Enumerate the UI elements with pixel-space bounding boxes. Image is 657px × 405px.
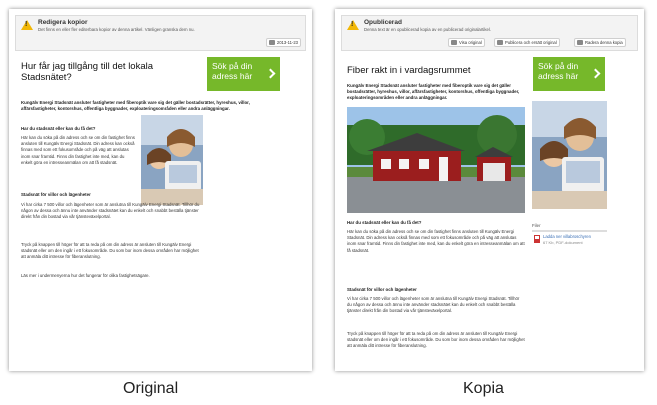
page-title: Fiber rakt in i vardagsrummet bbox=[347, 65, 471, 76]
body-paragraph: Läs mer i undermenyerna hur det fungerar för olika fastighetsägare. bbox=[21, 273, 150, 278]
address-search-button[interactable] bbox=[207, 57, 280, 91]
section-heading: Har du stadsnät eller kan du få det? bbox=[347, 220, 422, 225]
button-label: Visa original bbox=[459, 40, 482, 45]
brochure-download-link[interactable]: Ladda ner villabroschyren bbox=[543, 234, 591, 239]
family-photo bbox=[141, 115, 203, 205]
family-photo bbox=[532, 101, 607, 209]
chevron-right-icon bbox=[266, 69, 276, 79]
chevron-right-icon bbox=[591, 69, 601, 79]
button-label: Publicera och ersätt original bbox=[505, 40, 557, 45]
date-button[interactable] bbox=[266, 38, 301, 47]
address-search-button[interactable] bbox=[533, 57, 605, 91]
warning-icon bbox=[21, 20, 33, 30]
section-heading: Stadsnät för villor och lägenheter bbox=[21, 192, 91, 197]
lead-paragraph: Kungälv Energi Stadsnät ansluter fastigheter med fiberoptik vare sig det gäller bostadsrätter, hyreshus, villor, affärsfastigheter, kontorshus, offentliga byggnader, exploateringsområden eller andra anläggningar. bbox=[21, 100, 250, 111]
delete-copy-button[interactable] bbox=[574, 38, 626, 47]
warning-icon bbox=[347, 20, 359, 30]
cta-label: Sök på din adress här bbox=[538, 61, 579, 81]
copy-caption: Kopia bbox=[463, 380, 504, 397]
notice-title: Redigera kopior bbox=[38, 19, 88, 26]
body-paragraph: Tryck på knappen till höger för att ta reda på om din adress är ansluten till Kungälv Energi stadsnät eller om den ingår i ett fokusområde. Du som bor inom dessa områden har möjlighet att anmäla ditt intresse för fiberanslutning. bbox=[347, 331, 525, 349]
body-paragraph: Här kan du söka på din adress och se om din fastighet finns ansluten till Kungälv Energi Stadsnät. Din adress kan också finnas med som ett fokusområde och på väg att anslutas inom snar framtid. Finns din fastighet inte med, kan du enkelt göra en intresseanmälan om att få stadsnät. bbox=[347, 229, 525, 253]
lead-paragraph: Kungälv Energi Stadsnät ansluter fastigheter med fiberoptik vare sig det gäller bostadsrätter, hyreshus, villor, affärsfastigheter, kontorshus, offentliga byggnader, exploateringsområden eller andra anläggningar. bbox=[347, 83, 520, 100]
original-caption: Original bbox=[123, 380, 179, 397]
body-paragraph: Här kan du söka på din adress och se om din fastighet finns ansluten till Kungälv Energi Stadsnät. Din adress kan också finnas med som ett fokusområde och på väg att anslutas inom snar framtid. Finns din fastighet inte med, kan du enkelt göra en intresseanmälan om att få stadsnät. bbox=[21, 135, 135, 165]
notice-title: Opublicerad bbox=[364, 19, 402, 26]
publish-replace-button[interactable] bbox=[494, 38, 560, 47]
file-meta: 67 Kb, PDF-dokument bbox=[543, 240, 583, 245]
cta-label: Sök på din adress här bbox=[212, 61, 253, 81]
trash-icon bbox=[577, 40, 583, 45]
date-label: 2013-11-23 bbox=[276, 40, 298, 45]
body-paragraph: Vi har cirka 7 500 villor och lägenheter som är anslutna till Kungälv Energi Stadsnät. Tillhör du någon av dessa och ännu inte använder stadsnätet kan du enkelt och snabbt beställa tjänster direkt från din bostad via vår tjänsteväxelportal. bbox=[347, 296, 520, 314]
files-label: Filer bbox=[532, 223, 541, 228]
original-page-panel bbox=[9, 9, 312, 371]
edit-copies-notice bbox=[15, 15, 306, 51]
house-photo bbox=[347, 107, 525, 213]
pdf-icon bbox=[534, 235, 540, 243]
notice-text: Denna text är en opublicerad kopia av en publicerad originalartikel. bbox=[364, 27, 492, 32]
body-paragraph: Vi har cirka 7 500 villor och lägenheter som är anslutna till Kungälv Energi Stadsnät. Tillhör du någon av dessa och ännu inte använder stadsnätet kan du enkelt och snabbt beställa tjänster direkt från din bostad via vår tjänsteväxelportal. bbox=[21, 202, 200, 220]
page-title: Hur får jag tillgång till det lokala Stadsnätet? bbox=[21, 61, 154, 83]
view-original-button[interactable] bbox=[448, 38, 485, 47]
calendar-icon bbox=[269, 40, 275, 45]
copy-page-panel bbox=[335, 9, 644, 371]
eye-icon bbox=[451, 40, 457, 45]
section-heading: Har du stadsnät eller kan du få det? bbox=[21, 126, 96, 131]
section-heading: Stadsnät för villor och lägenheter bbox=[347, 287, 417, 292]
body-paragraph: Tryck på knappen till höger för att ta reda på om din adress är ansluten till Kungälv Energi stadsnät eller om den ingår i ett fokusområde. Du som bor inom dessa områden har möjlighet att anmäla ditt intresse för fiberanslutning. bbox=[21, 242, 199, 260]
unpublished-notice bbox=[341, 15, 638, 51]
publish-icon bbox=[497, 40, 503, 45]
notice-text: Det finns en eller fler editerbara kopior av denna artikel. Vänligen granska dem nu. bbox=[38, 27, 195, 32]
button-label: Radera denna kopia bbox=[585, 40, 623, 45]
files-divider bbox=[532, 230, 607, 232]
